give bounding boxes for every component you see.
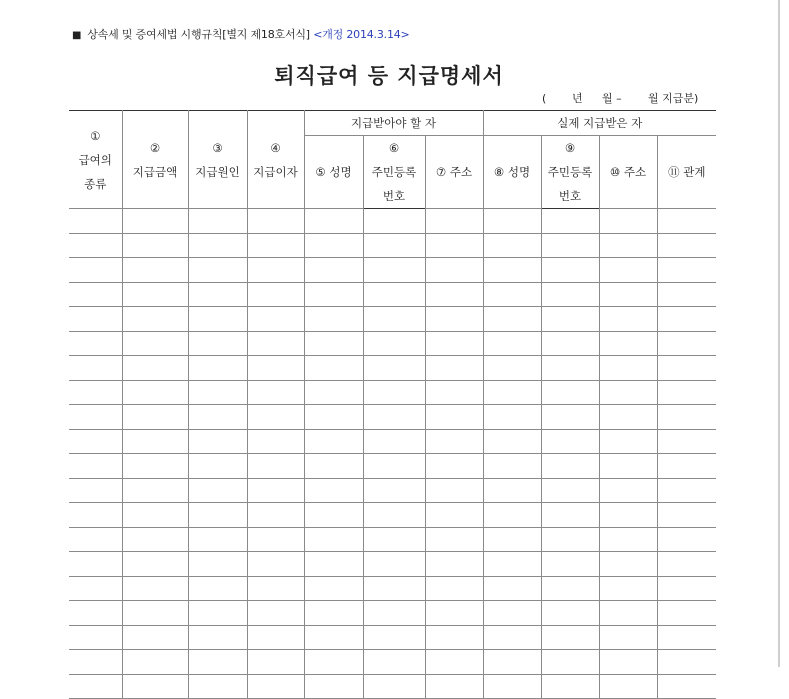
entry-cell[interactable]	[425, 527, 483, 552]
entry-cell[interactable]	[657, 601, 716, 626]
entry-cell[interactable]	[425, 674, 483, 699]
entry-cell[interactable]	[188, 307, 247, 332]
entry-cell[interactable]	[599, 674, 657, 699]
entry-cell[interactable]	[483, 429, 541, 454]
entry-cell[interactable]	[425, 503, 483, 528]
entry-cell[interactable]	[599, 454, 657, 479]
entry-cell[interactable]	[304, 674, 363, 699]
header-group-actual: 실제 지급받은 자	[483, 111, 716, 136]
entry-cell[interactable]	[599, 552, 657, 577]
entry-cell[interactable]	[657, 209, 716, 234]
entry-cell[interactable]	[188, 650, 247, 675]
header-cause-num: ③	[212, 140, 223, 155]
entry-row	[69, 258, 716, 283]
entry-cell[interactable]	[657, 674, 716, 699]
entry-cell[interactable]	[69, 258, 122, 283]
header-recipient-id-num: ⑥	[363, 136, 425, 161]
entry-cell[interactable]	[657, 380, 716, 405]
entry-cell[interactable]	[657, 429, 716, 454]
square-marker-icon: ■	[72, 30, 82, 41]
entry-row	[69, 576, 716, 601]
entry-row	[69, 356, 716, 381]
entry-cell[interactable]	[363, 552, 425, 577]
entry-cell[interactable]	[304, 356, 363, 381]
entry-cell[interactable]	[657, 405, 716, 430]
entry-cell[interactable]	[122, 209, 188, 234]
period-month-from-label: 월 –	[602, 92, 622, 105]
entry-row	[69, 331, 716, 356]
entry-cell[interactable]	[541, 307, 599, 332]
entry-cell[interactable]	[541, 331, 599, 356]
entry-cell[interactable]	[425, 625, 483, 650]
entry-cell[interactable]	[122, 625, 188, 650]
entry-cell[interactable]	[363, 380, 425, 405]
header-actual-name: ⑧ 성명	[483, 136, 541, 209]
entry-cell[interactable]	[363, 258, 425, 283]
entry-cell[interactable]	[425, 576, 483, 601]
entry-row	[69, 282, 716, 307]
entry-cell[interactable]	[425, 454, 483, 479]
entry-cell[interactable]	[122, 454, 188, 479]
form-reference-line	[72, 26, 410, 42]
entry-cell[interactable]	[188, 233, 247, 258]
entry-cell[interactable]	[247, 233, 304, 258]
entry-cell[interactable]	[304, 527, 363, 552]
entry-cell[interactable]	[247, 625, 304, 650]
entry-cell[interactable]	[657, 282, 716, 307]
period-open-paren: (	[542, 92, 547, 105]
entry-cell[interactable]	[483, 625, 541, 650]
entry-cell[interactable]	[304, 650, 363, 675]
entry-cell[interactable]	[541, 209, 599, 234]
entry-cell[interactable]	[122, 576, 188, 601]
entry-cell[interactable]	[363, 429, 425, 454]
entry-cell[interactable]	[363, 601, 425, 626]
entry-cell[interactable]	[69, 331, 122, 356]
entry-cell[interactable]	[122, 356, 188, 381]
entry-cell[interactable]	[188, 331, 247, 356]
entry-cell[interactable]	[599, 307, 657, 332]
header-interest	[247, 111, 304, 209]
entry-cell[interactable]	[304, 503, 363, 528]
entry-cell[interactable]	[188, 282, 247, 307]
entry-cell[interactable]	[304, 429, 363, 454]
entry-cell[interactable]	[657, 625, 716, 650]
entry-cell[interactable]	[304, 601, 363, 626]
entry-cell[interactable]	[425, 282, 483, 307]
entry-cell[interactable]	[188, 478, 247, 503]
entry-cell[interactable]	[425, 380, 483, 405]
entry-cell[interactable]	[483, 650, 541, 675]
entry-cell[interactable]	[247, 601, 304, 626]
entry-cell[interactable]	[69, 429, 122, 454]
entry-cell[interactable]	[247, 527, 304, 552]
entry-cell[interactable]	[599, 625, 657, 650]
entry-row	[69, 674, 716, 699]
entry-cell[interactable]	[188, 258, 247, 283]
entry-cell[interactable]	[599, 601, 657, 626]
entry-cell[interactable]	[247, 552, 304, 577]
entry-cell[interactable]	[188, 454, 247, 479]
entry-cell[interactable]	[363, 625, 425, 650]
header-recipient-address: ⑦ 주소	[425, 136, 483, 209]
entry-cell[interactable]	[69, 576, 122, 601]
entry-cell[interactable]	[69, 356, 122, 381]
entry-cell[interactable]	[247, 258, 304, 283]
entry-cell[interactable]	[483, 307, 541, 332]
entry-cell[interactable]	[247, 429, 304, 454]
entry-cell[interactable]	[304, 380, 363, 405]
entry-cell[interactable]	[69, 233, 122, 258]
entry-row	[69, 454, 716, 479]
entry-cell[interactable]	[188, 405, 247, 430]
entry-cell[interactable]	[425, 307, 483, 332]
entry-cell[interactable]	[69, 625, 122, 650]
entry-cell[interactable]	[247, 650, 304, 675]
entry-cell[interactable]	[425, 650, 483, 675]
entry-cell[interactable]	[541, 405, 599, 430]
entry-cell[interactable]	[69, 307, 122, 332]
entry-cell[interactable]	[122, 650, 188, 675]
entry-cell[interactable]	[304, 625, 363, 650]
header-recipient-name: ⑤ 성명	[304, 136, 363, 209]
entry-cell[interactable]	[304, 405, 363, 430]
header-interest-label: 지급이자	[253, 164, 298, 179]
entry-cell[interactable]	[69, 503, 122, 528]
entry-cell[interactable]	[541, 282, 599, 307]
entry-cell[interactable]	[247, 478, 304, 503]
entry-cell[interactable]	[188, 576, 247, 601]
header-actual-address: ⑩ 주소	[599, 136, 657, 209]
entry-cell[interactable]	[657, 552, 716, 577]
entry-cell[interactable]	[541, 380, 599, 405]
entry-cell[interactable]	[188, 380, 247, 405]
entry-cell[interactable]	[657, 503, 716, 528]
header-recipient-id-line2: 번호	[382, 189, 406, 203]
entry-cell[interactable]	[304, 307, 363, 332]
entry-cell[interactable]	[188, 209, 247, 234]
entry-cell[interactable]	[541, 258, 599, 283]
entry-cell[interactable]	[188, 356, 247, 381]
entry-cell[interactable]	[425, 331, 483, 356]
entry-cell[interactable]	[599, 282, 657, 307]
entry-cell[interactable]	[363, 282, 425, 307]
entry-cell[interactable]	[599, 356, 657, 381]
entry-cell[interactable]	[122, 258, 188, 283]
document-title: 퇴직급여 등 지급명세서	[274, 64, 504, 88]
entry-row	[69, 380, 716, 405]
entry-cell[interactable]	[363, 650, 425, 675]
entry-cell[interactable]	[483, 454, 541, 479]
entry-cell[interactable]	[122, 307, 188, 332]
entry-cell[interactable]	[363, 209, 425, 234]
header-pay-type-line2: 종류	[84, 176, 107, 191]
entry-cell[interactable]	[188, 552, 247, 577]
entry-cell[interactable]	[425, 405, 483, 430]
period-year-label: 년	[572, 92, 583, 105]
entry-cell[interactable]	[599, 233, 657, 258]
header-pay-type-num: ①	[90, 128, 101, 143]
entry-cell[interactable]	[304, 258, 363, 283]
entry-cell[interactable]	[425, 356, 483, 381]
entry-cell[interactable]	[122, 478, 188, 503]
entry-cell[interactable]	[304, 282, 363, 307]
entry-cell[interactable]	[363, 576, 425, 601]
entry-cell[interactable]	[122, 429, 188, 454]
header-recipient-id	[363, 160, 425, 209]
entry-cell[interactable]	[599, 478, 657, 503]
entry-cell[interactable]	[247, 405, 304, 430]
entry-row	[69, 650, 716, 675]
header-group-recipient: 지급받아야 할 자	[304, 111, 483, 136]
entry-cell[interactable]	[69, 282, 122, 307]
entry-cell[interactable]	[69, 380, 122, 405]
header-pay-type	[69, 111, 122, 209]
page-right-edge	[778, 0, 780, 667]
entry-cell[interactable]	[188, 625, 247, 650]
entry-cell[interactable]	[657, 576, 716, 601]
entry-cell[interactable]	[541, 601, 599, 626]
entry-cell[interactable]	[541, 478, 599, 503]
entry-cell[interactable]	[599, 503, 657, 528]
entry-cell[interactable]	[363, 503, 425, 528]
entry-cell[interactable]	[541, 552, 599, 577]
entry-cell[interactable]	[304, 576, 363, 601]
entry-cell[interactable]	[69, 674, 122, 699]
entry-cell[interactable]	[247, 331, 304, 356]
entry-cell[interactable]	[122, 503, 188, 528]
entry-cell[interactable]	[188, 527, 247, 552]
entry-cell[interactable]	[69, 552, 122, 577]
entry-cell[interactable]	[363, 478, 425, 503]
entry-cell[interactable]	[657, 650, 716, 675]
entry-cell[interactable]	[483, 380, 541, 405]
entry-cell[interactable]	[363, 307, 425, 332]
period-month-to-label: 월 지급분)	[648, 92, 699, 105]
entry-cell[interactable]	[483, 601, 541, 626]
entry-cell[interactable]	[363, 233, 425, 258]
entry-cell[interactable]	[483, 405, 541, 430]
header-recipient-id-line1: 주민등록	[371, 165, 417, 179]
entry-cell[interactable]	[69, 209, 122, 234]
entry-cell[interactable]	[483, 674, 541, 699]
entry-cell[interactable]	[483, 233, 541, 258]
entry-cell[interactable]	[657, 454, 716, 479]
header-amount-label: 지급금액	[132, 164, 178, 179]
entry-cell[interactable]	[247, 503, 304, 528]
entry-cell[interactable]	[304, 552, 363, 577]
entry-cell[interactable]	[483, 282, 541, 307]
entry-row	[69, 233, 716, 258]
entry-cell[interactable]	[483, 503, 541, 528]
entry-cell[interactable]	[188, 503, 247, 528]
entry-row	[69, 307, 716, 332]
entry-cell[interactable]	[657, 527, 716, 552]
entry-cell[interactable]	[425, 233, 483, 258]
entry-cell[interactable]	[247, 380, 304, 405]
header-cause	[188, 111, 247, 209]
entry-row	[69, 527, 716, 552]
entry-cell[interactable]	[599, 527, 657, 552]
header-actual-id-line1: 주민등록	[547, 165, 593, 179]
form-reference: 상속세 및 증여세법 시행규칙[별지 제18호서식]	[87, 28, 310, 41]
entry-cell[interactable]	[483, 478, 541, 503]
entry-row	[69, 601, 716, 626]
entry-cell[interactable]	[425, 429, 483, 454]
entry-cell[interactable]	[304, 233, 363, 258]
entry-row	[69, 209, 716, 234]
entry-cell[interactable]	[541, 674, 599, 699]
entry-cell[interactable]	[425, 601, 483, 626]
entry-cell[interactable]	[122, 552, 188, 577]
entry-cell[interactable]	[541, 454, 599, 479]
entry-cell[interactable]	[304, 209, 363, 234]
entry-cell[interactable]	[483, 209, 541, 234]
entry-cell[interactable]	[363, 405, 425, 430]
entry-cell[interactable]	[122, 674, 188, 699]
entry-cell[interactable]	[69, 454, 122, 479]
entry-cell[interactable]	[69, 601, 122, 626]
entry-cell[interactable]	[657, 258, 716, 283]
entry-cell[interactable]	[122, 527, 188, 552]
entry-cell[interactable]	[425, 258, 483, 283]
entry-cell[interactable]	[304, 331, 363, 356]
entry-cell[interactable]	[69, 478, 122, 503]
entry-cell[interactable]	[599, 331, 657, 356]
entry-cell[interactable]	[188, 429, 247, 454]
entry-cell[interactable]	[122, 380, 188, 405]
entry-cell[interactable]	[247, 674, 304, 699]
entry-cell[interactable]	[247, 576, 304, 601]
entry-cell[interactable]	[483, 552, 541, 577]
entry-cell[interactable]	[599, 380, 657, 405]
entry-cell[interactable]	[69, 527, 122, 552]
header-actual-id	[541, 160, 599, 209]
entry-cell[interactable]	[599, 209, 657, 234]
entry-cell[interactable]	[122, 282, 188, 307]
header-amount-num: ②	[149, 140, 161, 155]
entry-cell[interactable]	[425, 552, 483, 577]
entry-cell[interactable]	[541, 503, 599, 528]
entry-cell[interactable]	[599, 405, 657, 430]
entry-cell[interactable]	[483, 331, 541, 356]
entry-cell[interactable]	[247, 307, 304, 332]
header-amount	[122, 111, 188, 209]
entry-cell[interactable]	[657, 233, 716, 258]
entry-cell[interactable]	[69, 405, 122, 430]
entry-row	[69, 429, 716, 454]
entry-cell[interactable]	[247, 282, 304, 307]
entry-cell[interactable]	[363, 527, 425, 552]
header-pay-type-line1: 급여의	[78, 152, 112, 167]
entry-cell[interactable]	[363, 331, 425, 356]
entry-row	[69, 503, 716, 528]
entry-cell[interactable]	[599, 650, 657, 675]
entry-cell[interactable]	[483, 576, 541, 601]
entry-cell[interactable]	[657, 331, 716, 356]
entry-cell[interactable]	[363, 454, 425, 479]
entry-cell[interactable]	[657, 356, 716, 381]
entry-cell[interactable]	[657, 478, 716, 503]
entry-cell[interactable]	[304, 454, 363, 479]
entry-cell[interactable]	[188, 674, 247, 699]
header-actual-id-num: ⑨	[541, 136, 599, 161]
entry-cell[interactable]	[122, 405, 188, 430]
entry-cell[interactable]	[541, 356, 599, 381]
entry-cell[interactable]	[483, 258, 541, 283]
entry-row	[69, 625, 716, 650]
entry-cell[interactable]	[541, 576, 599, 601]
entry-cell[interactable]	[363, 356, 425, 381]
entry-cell[interactable]	[599, 258, 657, 283]
entry-cell[interactable]	[483, 356, 541, 381]
header-actual-relation: ⑪ 관계	[657, 136, 716, 209]
revision-date: <개정 2014.3.14>	[313, 28, 410, 41]
entry-row	[69, 405, 716, 430]
entry-cell[interactable]	[247, 356, 304, 381]
header-cause-label: 지급원인	[195, 164, 240, 179]
entry-row	[69, 552, 716, 577]
payment-statement-table	[69, 110, 716, 699]
entry-cell[interactable]	[247, 209, 304, 234]
entry-cell[interactable]	[122, 233, 188, 258]
entry-cell[interactable]	[363, 674, 425, 699]
entry-cell[interactable]	[541, 527, 599, 552]
entry-cell[interactable]	[483, 527, 541, 552]
entry-cell[interactable]	[122, 331, 188, 356]
entry-cell[interactable]	[541, 625, 599, 650]
entry-row	[69, 478, 716, 503]
entry-cell[interactable]	[247, 454, 304, 479]
entry-cell[interactable]	[541, 233, 599, 258]
header-actual-id-line2: 번호	[558, 189, 582, 203]
entry-cell[interactable]	[188, 601, 247, 626]
entry-cell[interactable]	[122, 601, 188, 626]
entry-cell[interactable]	[657, 307, 716, 332]
entry-cell[interactable]	[69, 650, 122, 675]
entry-cell[interactable]	[541, 650, 599, 675]
entry-cell[interactable]	[425, 209, 483, 234]
entry-cell[interactable]	[541, 429, 599, 454]
header-interest-num: ④	[270, 140, 281, 155]
entry-cell[interactable]	[599, 429, 657, 454]
entry-cell[interactable]	[599, 576, 657, 601]
payment-period	[542, 90, 698, 106]
entry-cell[interactable]	[425, 478, 483, 503]
entry-cell[interactable]	[304, 478, 363, 503]
